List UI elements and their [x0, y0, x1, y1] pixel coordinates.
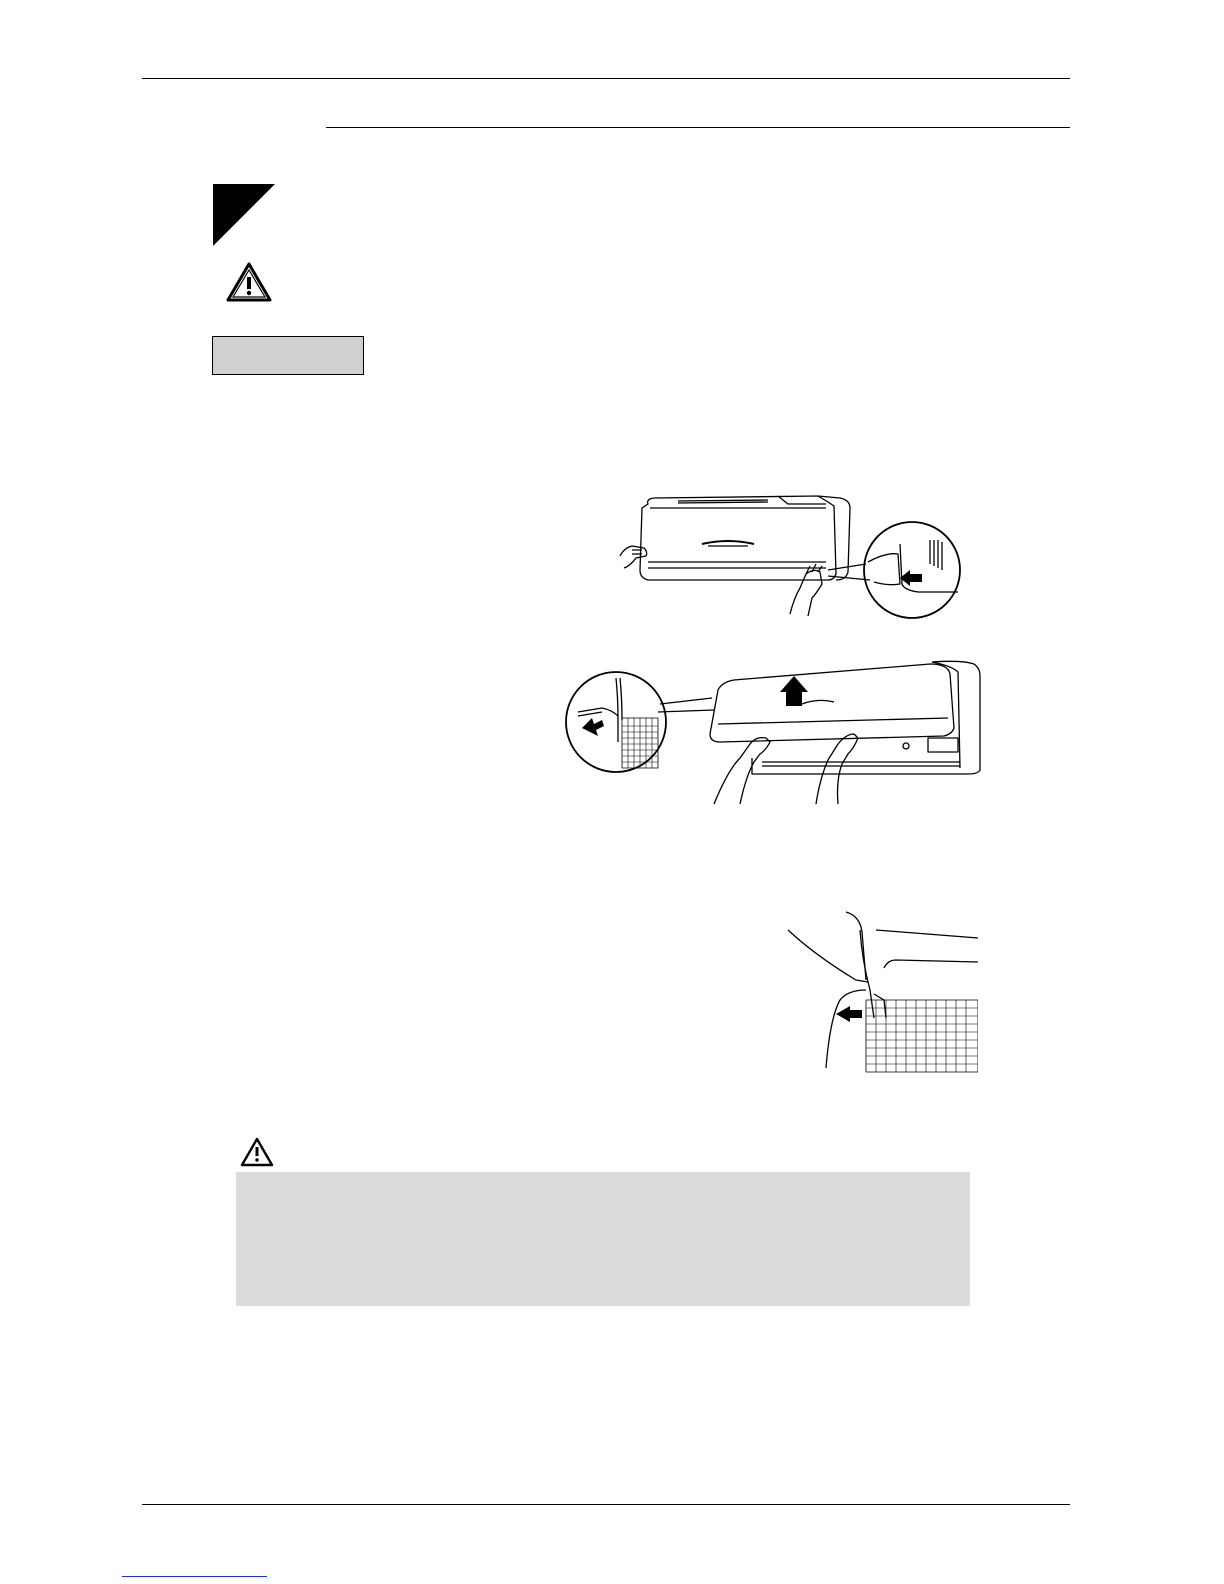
caution-box	[236, 1172, 970, 1306]
header-rule-top	[142, 78, 1070, 79]
footer-link-underline[interactable]	[122, 1576, 267, 1577]
figure-air-filter-detail	[786, 910, 978, 1076]
section-marker-icon	[213, 184, 275, 246]
header-rule-section	[326, 127, 1070, 128]
figure-unit-front-grille	[618, 494, 964, 624]
warning-triangle-icon	[226, 262, 272, 302]
footer-rule	[142, 1504, 1070, 1505]
caution-triangle-icon	[240, 1137, 274, 1167]
section-label-box	[212, 336, 364, 375]
figure-front-panel-lift	[562, 658, 982, 806]
